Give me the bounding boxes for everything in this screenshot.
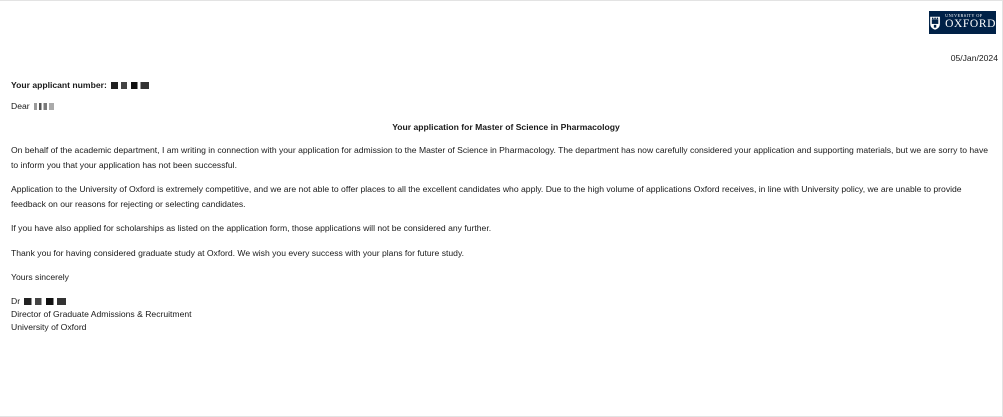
paragraph-thanks: Thank you for having considered graduate study at Oxford. We wish you every success with your plans for future study. <box>11 247 464 258</box>
signatory-organization: University of Oxford <box>11 321 87 332</box>
letter-body <box>11 79 996 334</box>
paragraph-scholarships: If you have also applied for scholarships as listed on the application form, those applications will not be considered any further. <box>11 223 492 233</box>
signatory-role: Director of Graduate Admissions & Recruitment <box>11 308 192 319</box>
redacted-recipient-name <box>34 103 54 110</box>
redacted-signatory-name <box>24 298 66 305</box>
signatory-name-line <box>11 295 996 308</box>
signatory-title: Dr <box>11 295 21 306</box>
logo-university-of: UNIVERSITY OF <box>945 13 983 19</box>
redacted-applicant-number <box>111 82 149 89</box>
salutation: Dear <box>11 101 30 111</box>
applicant-number-label: Your applicant number: <box>11 80 107 90</box>
signature-block <box>11 295 996 334</box>
oxford-crest-icon <box>929 15 941 31</box>
paragraph-competition: Application to the University of Oxford is extremely competitive, and we are not able to offer places to all the excellent candidates who apply. Due to the high volume of applications Oxford receives, in line with University policy, we are unable to provide feedback on our reasons for rejecting or selecting candidates. <box>11 184 962 209</box>
letter-subject: Your application for Master of Science in Pharmacology <box>392 122 620 132</box>
oxford-logo <box>929 11 996 34</box>
logo-wordmark <box>945 14 996 31</box>
applicant-number-line <box>11 79 996 92</box>
letter-date: 05/Jan/2024 <box>950 53 998 63</box>
logo-oxford: OXFORD <box>945 18 996 31</box>
salutation-line <box>11 100 996 113</box>
paragraph-decision: On behalf of the academic department, I am writing in connection with your application for admission to the Master of Science in Pharmacology. The department has now carefully considered your application and supporting materials, but we are sorry to have to inform you that your application has not been successful. <box>11 145 989 170</box>
closing: Yours sincerely <box>11 272 69 282</box>
